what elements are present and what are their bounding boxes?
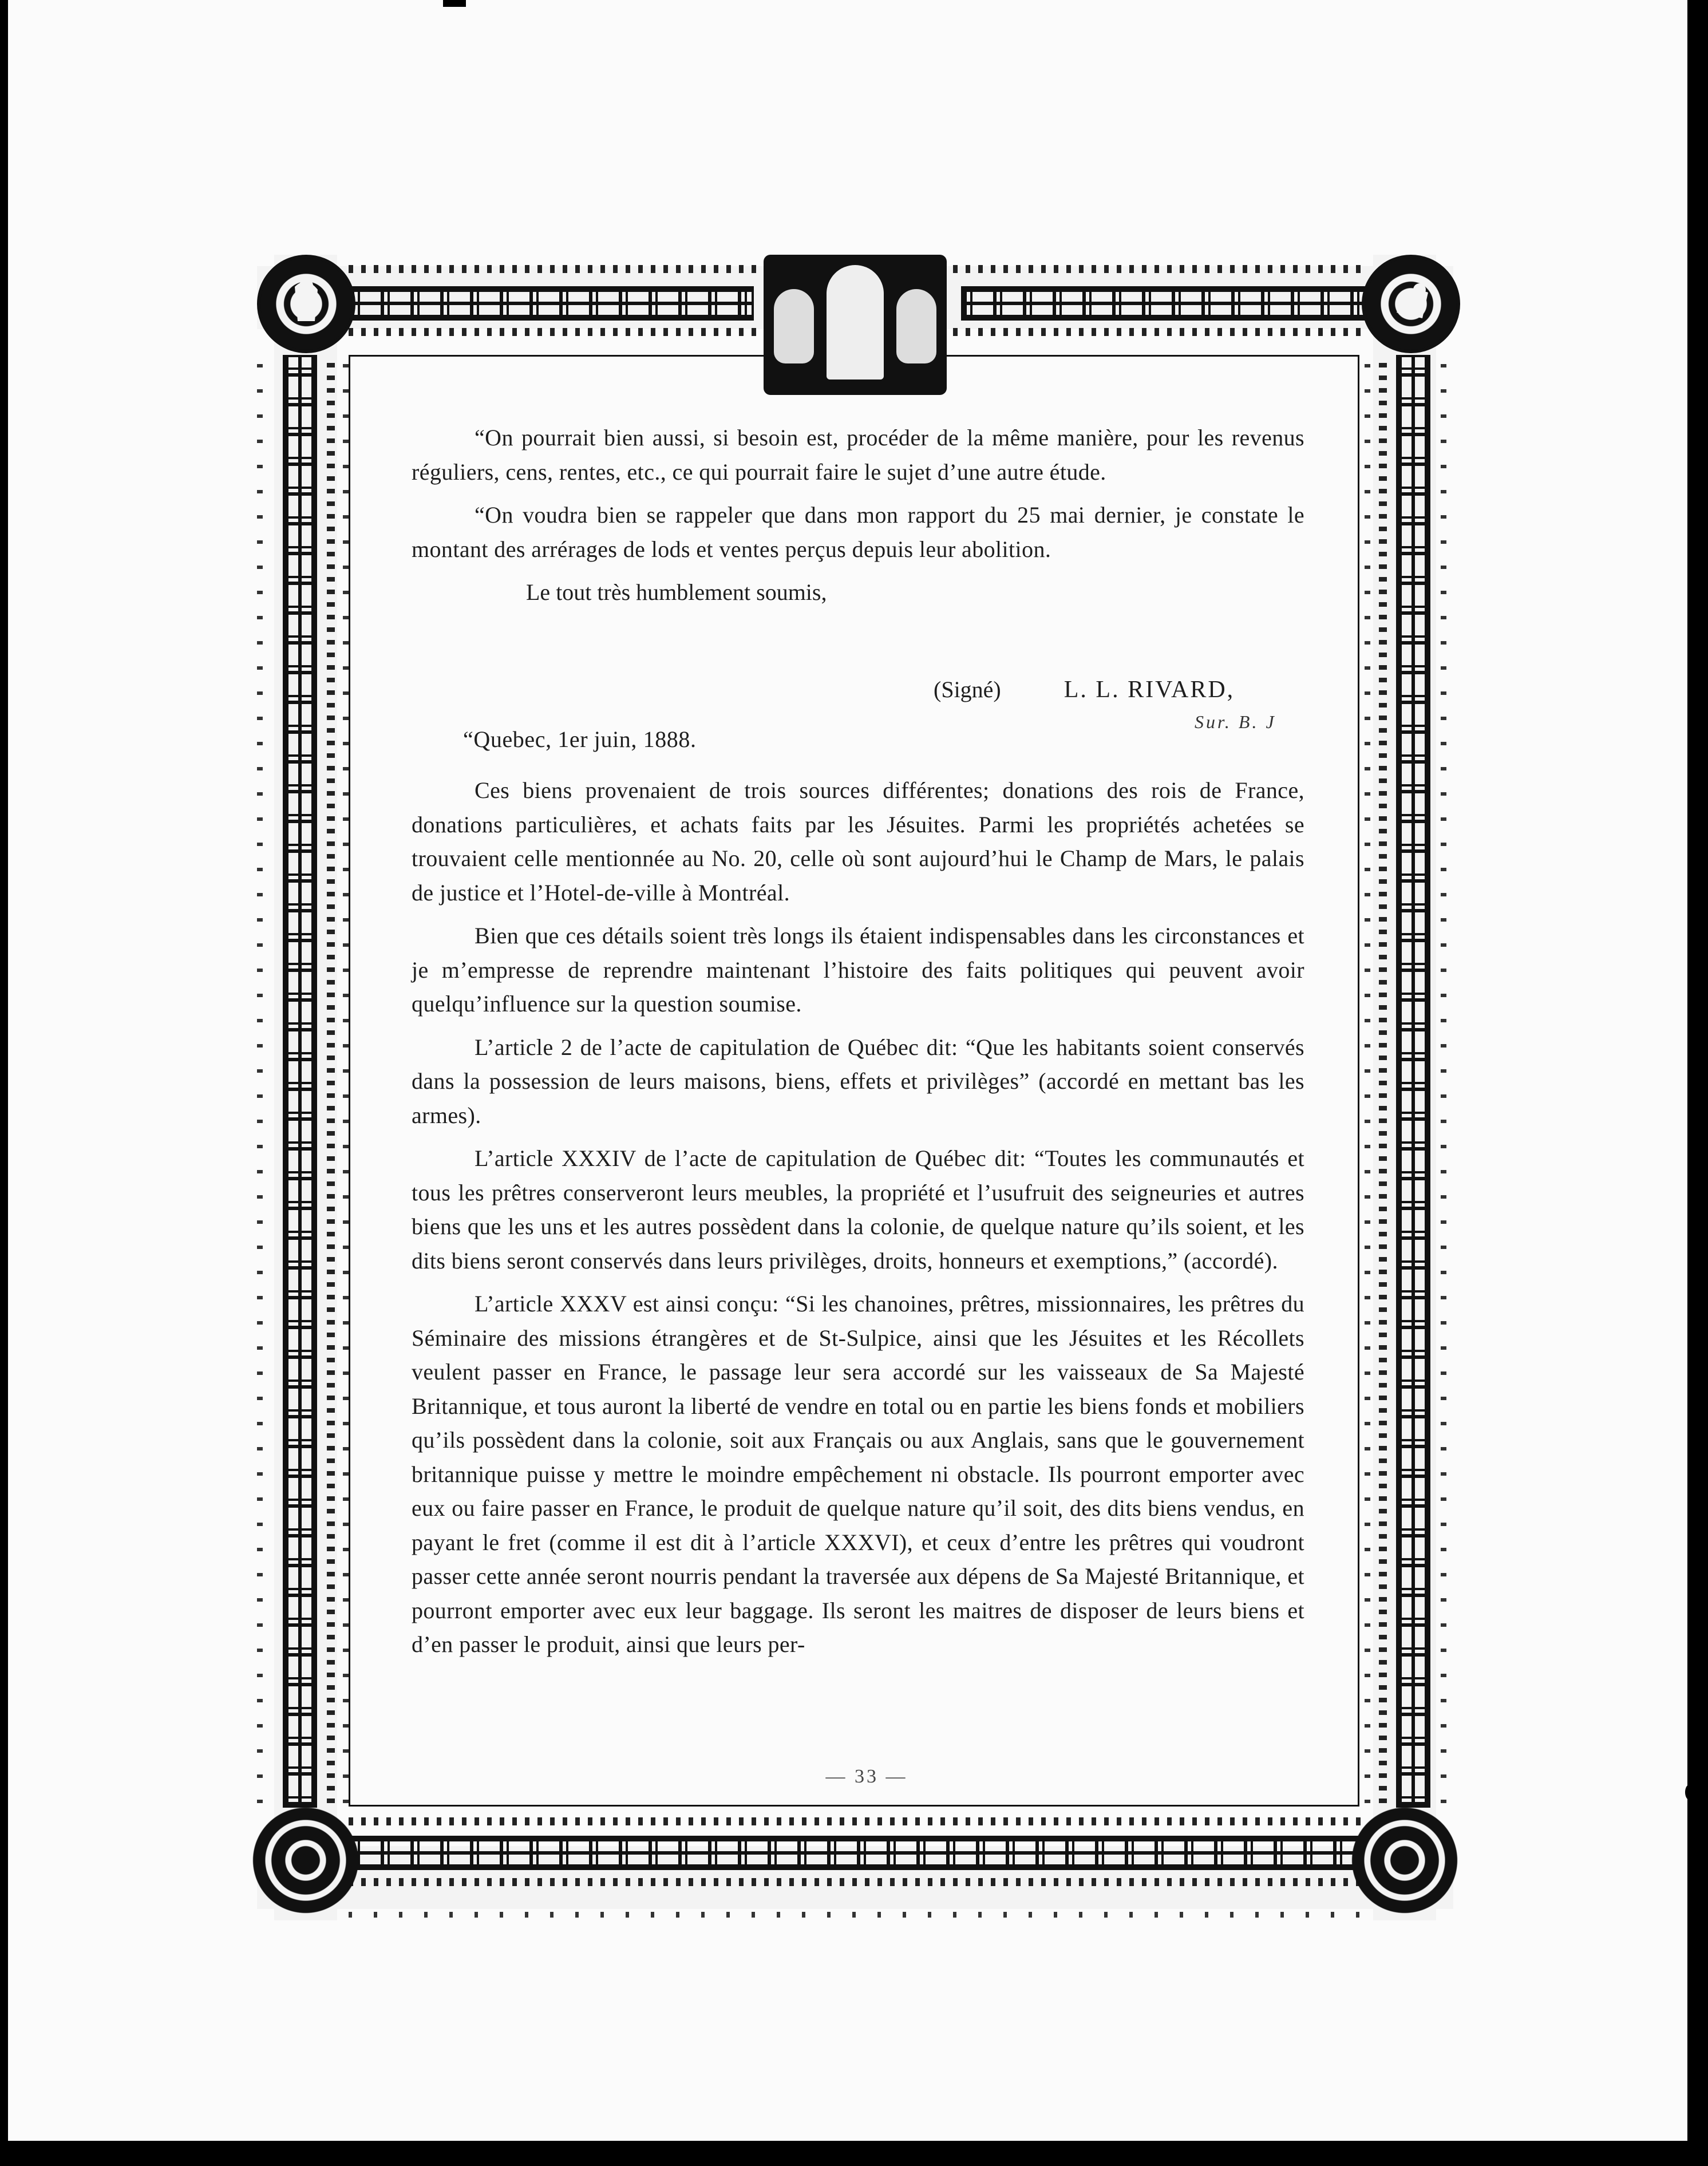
paragraph: “On voudra bien se rappeler que dans mon rapport du 25 mai dernier, je constate le montant des arrérages de lods et ventes perçus depuis leur abolition.: [412, 502, 1304, 562]
body-text: [412, 773, 1304, 1671]
bead-column-left: [327, 355, 335, 1803]
greek-key-top-left: [349, 286, 754, 321]
signatory-title: Sur. B. J: [1195, 712, 1276, 732]
greek-key-right: [1396, 355, 1430, 1808]
dot-column-left-inner: [343, 355, 349, 1803]
medallion-top-left: [257, 255, 355, 353]
paragraph: “On pourrait bien aussi, si besoin est, procéder de la même manière, pour les revenus réguliers, cens, rentes, etc., ce qui pourrait faire le sujet d’une autre étude.: [412, 425, 1304, 485]
bead-row-bottom: [349, 1878, 1362, 1886]
ink-speck: [1685, 1785, 1693, 1800]
rosette-bottom-right: [1350, 1806, 1459, 1915]
dot-row-bottom: [349, 1912, 1362, 1918]
greek-key-left: [283, 355, 317, 1808]
paragraph: L’article XXXIV de l’acte de capitulation de Québec dit: “Toutes les communautés et tous les prêtres conserveront leurs meubles, la propriété et l’usufruit des seigneuries et autres biens que les uns et les autres possèdent dans la colonie, de quelque nature qu’ils soient, et les dits biens seront conservés dans leurs privilèges, droits, honneurs et exemptions,” (accordé).: [412, 1145, 1304, 1274]
dateline: “Quebec, 1er juin, 1888.: [463, 726, 697, 752]
scanned-page: [8, 0, 1687, 2141]
greek-key-top-right: [961, 286, 1366, 321]
dot-column-left: [257, 355, 263, 1803]
cherub-icon: [774, 289, 814, 363]
cherub-icon: [896, 289, 936, 363]
rosette-bottom-left: [251, 1806, 360, 1915]
page-number: — 33 —: [825, 1766, 908, 1787]
figure-icon: [1365, 258, 1457, 350]
scan-mark: [443, 0, 466, 7]
paragraph: Ces biens provenaient de trois sources différentes; donations des rois de France, donations particulières, et achats faits par les Jésuites. Parmi les propriétés achetées se trouvaient celle mentionnée au No. 20, celle où sont aujourd’hui le Champ de Mars, le palais de justice et l’Hotel-de-ville à Montréal.: [412, 777, 1304, 906]
bead-row-bottom-inner: [349, 1817, 1362, 1825]
signatory-name: L. L. RIVARD,: [1063, 677, 1235, 703]
greek-key-bottom: [349, 1836, 1366, 1870]
dot-column-right: [1441, 355, 1446, 1803]
bead-column-right: [1379, 355, 1387, 1803]
paragraph: Bien que ces détails soient très longs ils étaient indispensables dans les circonstances et je m’empresse de reprendre maintenant l’histoire des faits politiques qui peuvent avoir quelqu’influence sur la question soumise.: [412, 923, 1304, 1017]
signed-label: (Signé): [934, 677, 1001, 702]
saint-figure-icon: [827, 265, 884, 380]
dot-column-right-inner: [1365, 355, 1370, 1803]
paragraph: L’article 2 de l’acte de capitulation de Québec dit: “Que les habitants soient conservés dans la possession de leurs maisons, biens, effets et privilèges” (accordé en mettant bas les armes).: [412, 1034, 1304, 1128]
signature-block: [934, 676, 1235, 703]
report-text: [412, 421, 1304, 623]
medallion-top-right: [1362, 255, 1460, 353]
figure-icon: [260, 258, 352, 350]
paragraph: L’article XXXV est ainsi conçu: “Si les chanoines, prêtres, missionnaires, les prêtres du Séminaire des missions étrangères et de St-Sulpice, ainsi que les Jésuites et les Récollets veulent passer en France, le passage leur sera accordé sur les vaisseaux de Sa Majesté Britannique, et tous auront la liberté de vendre en total ou en partie les biens fonds et mobiliers qu’ils possèdent dans la colonie, soit aux Français ou aux Anglais, sans que le gouvernement britannique puisse y mettre le moindre empêchement ni obstacle. Ils pourront emporter avec eux ou faire passer en France, le produit de quelque nature qu’il soit, des dits biens vendus, en payant le fret (comme il est dit à l’article XXXVI), et ceux d’entre les prêtres qui voudront passer cette année seront nourris pendant la traversée aux dépens de Sa Majesté Britannique, et pourront emporter avec eux leur baggage. Ils seront les maitres de disposer de leurs biens et d’en passer le produit, ainsi que leurs per-: [412, 1291, 1304, 1657]
central-vignette: [764, 255, 947, 395]
closing-line: Le tout très humblement soumis,: [526, 579, 827, 605]
